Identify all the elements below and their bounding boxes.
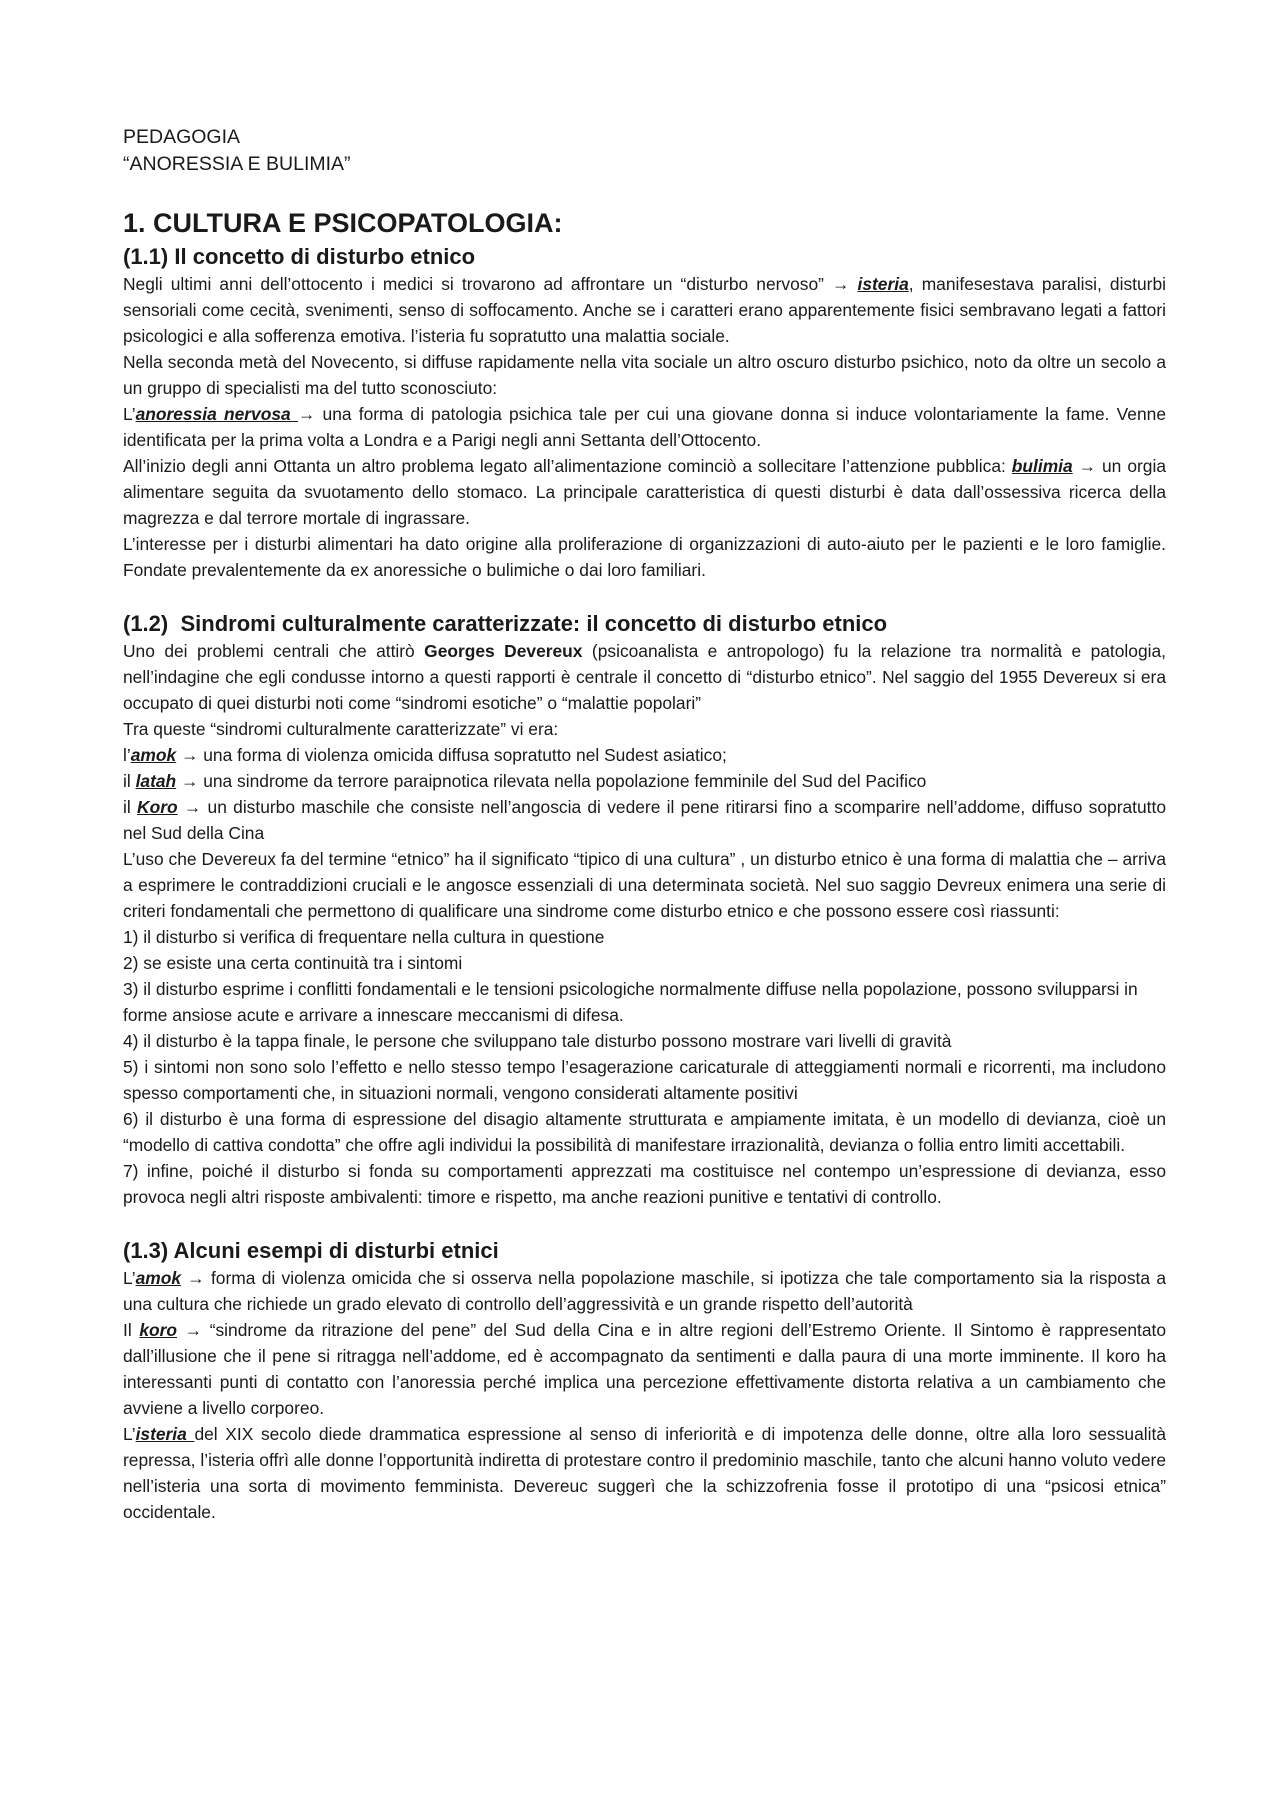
criterion-item: 4) il disturbo è la tappa finale, le persone che sviluppano tale disturbo possono mostrare vari livelli di gravità [123,1031,952,1051]
paragraph: L’isteria del XIX secolo diede drammatica espressione al senso di inferiorità e di impotenza delle donne, oltre alla loro sessualità repressa, l’isteria offrì alle donne l’opportunità indiretta di protestare contro il predominio maschile, tanto che alcuni hanno voluto vedere nell’isteria una sorta di movimento femminista. Devereuc suggerì che la schizzofrenia fosse il prototipo di una “psicosi etnica” occidentale. [123,1424,1166,1522]
section-heading-1-3 [123,1236,1166,1265]
section-number: (1.1) [123,244,169,269]
section-title: Alcuni esempi di disturbi etnici [173,1238,499,1263]
term-latah: latah [135,771,177,791]
list-item: il Koro → un disturbo maschile che consiste nell’angoscia di vedere il pene ritirarsi fino a scomparire nell’addome, diffuso sopratutto nel Sud della Cina [123,797,1167,843]
criterion-item: 1) il disturbo si verifica di frequentare nella cultura in questione [123,927,605,947]
term-amok: amok [130,745,177,765]
term-bulimia: bulimia [1011,456,1073,476]
chapter-heading: 1. CULTURA E PSICOPATOLOGIA: [123,208,563,238]
term-koro: koro [139,1320,178,1340]
paragraph: L’anoressia nervosa → una forma di patologia psichica tale per cui una giovane donna si induce volontariamente la fame. Venne identificata per la prima volta a Londra e a Parigi negli anni Settanta dell’Ottocento. [123,404,1166,450]
term-koro: Koro [137,797,178,817]
paragraph: L’amok → forma di violenza omicida che si osserva nella popolazione maschile, si ipotizza che tale comportamento sia la risposta a una cultura che richiede un grado elevato di controllo dell’aggressività e un grande rispetto dell’autorità [123,1268,1166,1314]
paragraph: Il koro → “sindrome da ritrazione del pene” del Sud della Cina e in altre regioni dell’Estremo Oriente. Il Sintomo è rappresentato dall’illusione che il pene si ritragga nell’addome, ed è accompagnato da sentimenti e dalla paura di una morte imminente. Il koro ha interessanti punti di contatto con l’anoressia perché implica una percezione effettivamente distorta relativa a un cambiamento che avviene a livello corporeo. [123,1320,1166,1418]
criterion-item: 7) infine, poiché il disturbo si fonda su comportamenti apprezzati ma costituisce nel contempo un’espressione di devianza, esso provoca negli altri risposte ambivalenti: timore e rispetto, ma anche reazioni punitive e tentativi di controllo. [123,1161,1166,1207]
paragraph: L’interesse per i disturbi alimentari ha dato origine alla proliferazione di organizzazioni di auto-aiuto per le pazienti e le loro famiglie. Fondate prevalentemente da ex anoressiche o bulimiche o dai loro familiari. [123,534,1166,580]
term-isteria: isteria [135,1424,195,1444]
term-amok: amok [135,1268,182,1288]
paragraph: All’inizio degli anni Ottanta un altro problema legato all’alimentazione cominciò a sollecitare l’attenzione pubblica: bulimia → un orgia alimentare seguita da svuotamento dello stomaco. La principale caratteristica di questi disturbi è data dall’ossessiva ricerca della magrezza e dal terrore mortale di ingrassare. [123,456,1166,528]
criterion-item: 6) il disturbo è una forma di espressione del disagio altamente strutturata e ampiamente imitata, è un modello di devianza, cioè un “modello di cattiva condotta” che offre agli individui la possibilità di manifestare irrazionalità, devianza o follia entro limiti accettabili. [123,1109,1166,1155]
paragraph: Tra queste “sindromi culturalmente caratterizzate” vi era: [123,719,559,739]
subject-label: PEDAGOGIA [123,126,241,148]
paragraph: Nella seconda metà del Novecento, si diffuse rapidamente nella vita sociale un altro oscuro disturbo psichico, noto da oltre un secolo a un gruppo di specialisti ma del tutto sconosciuto: [123,352,1166,398]
term-anoressia: anoressia nervosa [135,404,298,424]
section-number: (1.3) [123,1238,169,1263]
document-page [123,124,1166,1525]
paragraph: Negli ultimi anni dell’ottocento i medici si trovarono ad affrontare un “disturbo nervoso” → isteria, manifesestava paralisi, disturbi sensoriali come cecità, svenimenti, senso di soffocamento. Anche se i caratteri erano apparentemente fisici sembravano legati a fattori psicologici e alla sofferenza emotiva. l’isteria fu sopratutto una malattia sociale. [123,274,1166,346]
paragraph: Uno dei problemi centrali che attirò Georges Devereux (psicoanalista e antropologo) fu la relazione tra normalità e patologia, nell’indagine che egli condusse intorno a questi rapporti è centrale il concetto di “disturbo etnico”. Nel saggio del 1955 Devereux si era occupato di quei disturbi noti come “sindromi esotiche” o “malattie popolari” [123,641,1167,713]
criterion-item: 2) se esiste una certa continuità tra i sintomi [123,953,463,973]
list-item: il latah → una sindrome da terrore paraipnotica rilevata nella popolazione femminile del Sud del Pacifico [123,771,927,791]
section-title: Sindromi culturalmente caratterizzate: il concetto di disturbo etnico [180,611,888,636]
section-title: Il concetto di disturbo etnico [174,244,476,269]
list-item: l’amok → una forma di violenza omicida diffusa sopratutto nel Sudest asiatico; [123,745,727,765]
author-name: Georges Devereux [424,641,583,661]
document-title: “ANORESSIA E BULIMIA” [123,153,351,175]
term-isteria: isteria [857,274,909,294]
section-heading-1-2 [123,609,1166,638]
criterion-item: 5) i sintomi non sono solo l’effetto e nello stesso tempo l’esagerazione caricaturale di atteggiamenti normali e ricorrenti, ma includono spesso comportamenti che, in situazioni normali, vengono considerati altamente positivi [123,1057,1166,1103]
criterion-item: 3) il disturbo esprime i conflitti fondamentali e le tensioni psicologiche normalmente diffuse nella popolazione, possono svilupparsi in forme ansiose acute e arrivare a innescare meccanismi di difesa. [123,979,1138,1025]
section-number: (1.2) [123,611,169,636]
paragraph: L’uso che Devereux fa del termine “etnico” ha il significato “tipico di una cultura” , un disturbo etnico è una forma di malattia che – arriva a esprimere le contraddizioni cruciali e le angosce essenziali di una determinata società. Nel suo saggio Devreux enimera una serie di criteri fondamentali che permettono di qualificare una sindrome come disturbo etnico e che possono essere così riassunti: [123,849,1166,921]
section-heading-1-1 [123,242,1166,271]
